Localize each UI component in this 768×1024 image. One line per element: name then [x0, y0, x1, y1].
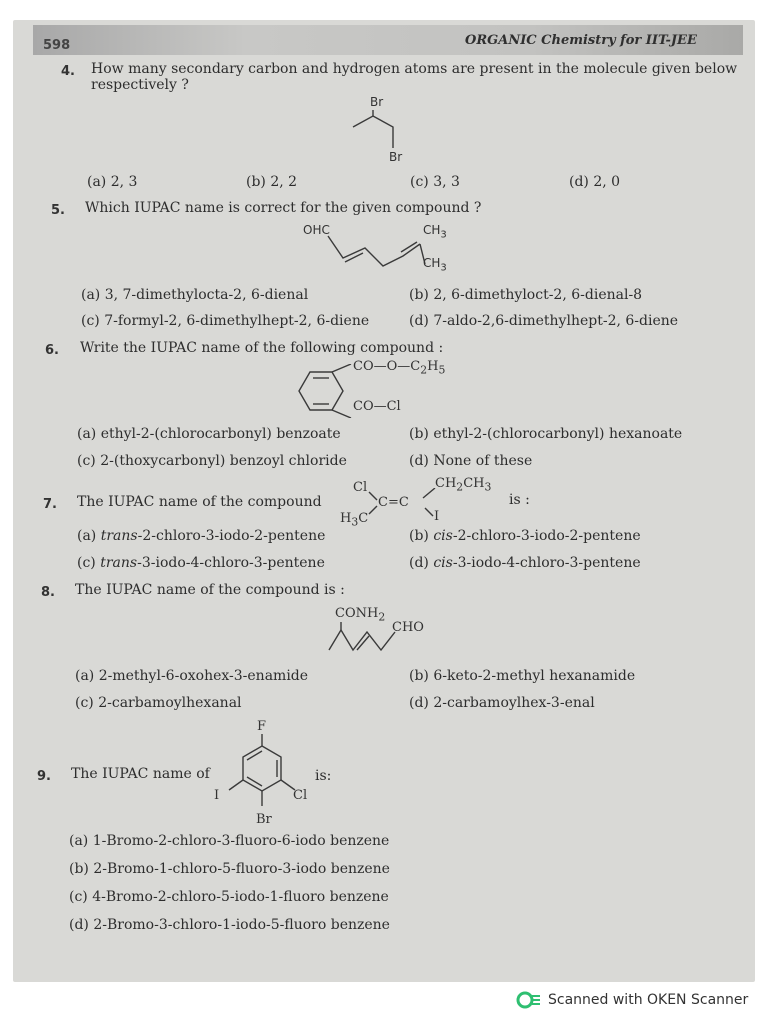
option-a[interactable]: (a) 1-Bromo-2-chloro-3-fluoro-6-iodo benzene — [69, 833, 390, 849]
oken-scanner-logo-icon — [516, 990, 542, 1010]
alkene-core-label: C=C — [378, 495, 409, 510]
option-d[interactable]: (d) 2-carbamoylhex-3-enal — [409, 695, 595, 711]
question-number: 7. — [43, 497, 57, 512]
book-title: ORGANIC Chemistry for IIT-JEE — [465, 33, 697, 48]
option-a[interactable]: (a) 3, 7-dimethylocta-2, 6-dienal — [81, 287, 309, 303]
scanned-page — [13, 20, 755, 982]
citral-structure — [323, 234, 433, 274]
question-text-cont: is : — [509, 492, 530, 508]
question-text-cont: is: — [315, 768, 332, 784]
scanner-text: Scanned with OKEN Scanner — [548, 992, 749, 1008]
aldehyde-label: OHC — [303, 223, 330, 237]
amide-label: $CONH_2$ — [335, 606, 386, 624]
option-d[interactable]: (d) None of these — [409, 453, 533, 469]
question-text: Write the IUPAC name of the following compound : — [80, 340, 444, 356]
methyl-label: $CH_3$ — [423, 223, 447, 241]
option-c[interactable]: (c) 7-formyl-2, 6-dimethylhept-2, 6-diene — [81, 313, 370, 329]
option-b[interactable]: (b) 2-Bromo-1-chloro-5-fluoro-3-iodo benzene — [69, 861, 390, 877]
option-b[interactable]: (b) 2, 2 — [246, 174, 298, 190]
ester-group-label: $CO—O—C_2H_5$ — [353, 359, 446, 377]
methyl-label: $CH_3$ — [423, 256, 447, 274]
option-d[interactable]: (d) 2, 0 — [569, 174, 621, 190]
question-text: The IUPAC name of — [71, 766, 210, 782]
option-b[interactable]: (b) 2, 6-dimethyloct-2, 6-dienal-8 — [409, 287, 643, 303]
chlorine-label: Cl — [353, 480, 368, 495]
scanner-watermark — [516, 990, 748, 1010]
question-number: 4. — [61, 64, 75, 79]
bromine-label: Br — [389, 150, 403, 164]
option-a[interactable]: (a) 2-methyl-6-oxohex-3-enamide — [75, 668, 309, 684]
option-c[interactable]: (c) 4-Bromo-2-chloro-5-iodo-1-fluoro benzene — [69, 889, 389, 905]
option-a[interactable]: (a) ethyl-2-(chlorocarbonyl) benzoate — [77, 426, 341, 442]
question-number: 8. — [41, 585, 55, 600]
aldehyde-label: CHO — [392, 620, 424, 635]
option-d[interactable]: (d) cis-3-iodo-4-chloro-3-pentene — [409, 555, 641, 571]
option-d[interactable]: (d) 7-aldo-2,6-dimethylhept-2, 6-diene — [409, 313, 679, 329]
bromine-label: Br — [370, 95, 384, 109]
question-number: 6. — [45, 343, 59, 358]
option-b[interactable]: (b) 6-keto-2-methyl hexanamide — [409, 668, 636, 684]
option-c[interactable]: (c) 3, 3 — [410, 174, 460, 190]
option-c[interactable]: (c) 2-(thoxycarbonyl) benzoyl chloride — [77, 453, 347, 469]
option-a[interactable]: (a) 2, 3 — [87, 174, 138, 190]
benzene-ring-structure — [295, 364, 357, 418]
fluorine-label: F — [257, 719, 267, 734]
iodine-label: I — [434, 509, 440, 524]
substituted-benzene-structure — [221, 732, 308, 818]
question-text: Which IUPAC name is correct for the given compound ? — [85, 200, 482, 216]
question-number: 9. — [37, 769, 51, 784]
option-b[interactable]: (b) cis-2-chloro-3-iodo-2-pentene — [409, 528, 641, 544]
ethyl-label: $CH_2CH_3$ — [435, 476, 492, 494]
acyl-chloride-label: CO—Cl — [353, 399, 401, 414]
option-a[interactable]: (a) trans-2-chloro-3-iodo-2-pentene — [77, 528, 326, 544]
bromine-label: Br — [256, 812, 272, 827]
option-b[interactable]: (b) ethyl-2-(chlorocarbonyl) hexanoate — [409, 426, 683, 442]
option-d[interactable]: (d) 2-Bromo-3-chloro-1-iodo-5-fluoro benzene — [69, 917, 390, 933]
iodine-label: I — [214, 788, 220, 803]
question-text: How many secondary carbon and hydrogen atoms are present in the molecule given below — [91, 61, 738, 77]
chlorine-label: Cl — [293, 788, 308, 803]
question-number: 5. — [51, 203, 65, 218]
page-number: 598 — [43, 38, 71, 53]
methyl-label: $H_3C$ — [340, 511, 369, 529]
question-text: The IUPAC name of the compound is : — [75, 582, 345, 598]
question-text-cont: respectively ? — [91, 77, 189, 93]
option-c[interactable]: (c) 2-carbamoylhexanal — [75, 695, 242, 711]
option-c[interactable]: (c) trans-3-iodo-4-chloro-3-pentene — [77, 555, 325, 571]
question-text: The IUPAC name of the compound — [77, 494, 322, 510]
